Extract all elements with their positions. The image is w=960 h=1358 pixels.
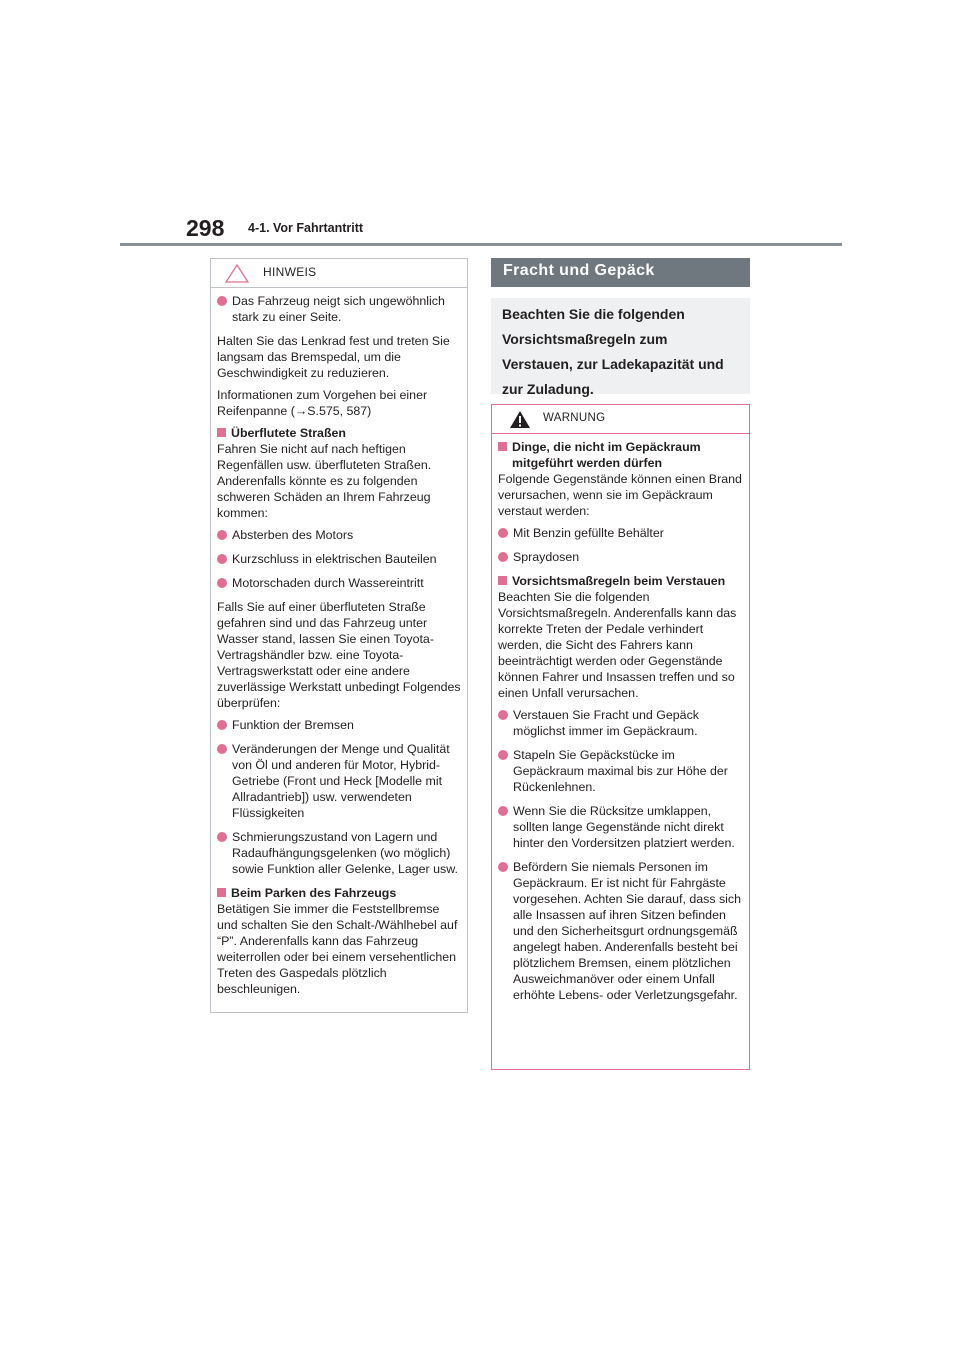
bullet-item [498, 707, 743, 739]
bullet-text: Spraydosen [513, 550, 580, 564]
page-number: 298 [186, 215, 225, 241]
paragraph: Halten Sie das Lenkrad fest und treten Sie langsam das Bremspedal, um die Geschwindigkeit zu reduzieren. [217, 334, 450, 380]
cargo-intro: Beachten Sie die folgenden Vorsichtsmaßregeln zum Verstauen, zur Ladekapazität und zur Zuladung. [502, 306, 724, 397]
bullet-dot-icon [217, 720, 227, 730]
bullet-item [498, 803, 743, 851]
bullet-text: Motorschaden durch Wassereintritt [232, 576, 424, 590]
warning-box [491, 404, 750, 1070]
bullet-dot-icon [498, 750, 508, 760]
bullet-dot-icon [217, 832, 227, 842]
bullet-dot-icon [498, 552, 508, 562]
square-marker-icon [498, 576, 507, 585]
bullet-dot-icon [217, 744, 227, 754]
bullet-dot-icon [498, 710, 508, 720]
bullet-text: Befördern Sie niemals Personen im Gepäckraum. Er ist nicht für Fahrgäste vorgesehen. Achten Sie darauf, dass sich alle Insassen auf ihren Sitzen befinden und den Sicherheitsgurt ordnungsgemäß angelegt haben. Anderenfalls besteht bei plötzlichem Bremsen, einem plötzlichen Ausweichmanöver oder einem Unfall erhöhte Lebens- oder Verletzungsgefahr. [513, 860, 741, 1002]
bullet-item [498, 525, 743, 541]
bullet-item [217, 717, 461, 733]
bullet-dot-icon [217, 554, 227, 564]
subheading-text: Beim Parken des Fahrzeugs [231, 886, 397, 900]
paragraph: Beachten Sie die folgenden Vorsichtsmaßregeln. Anderenfalls kann das korrekte Treten der Pedale verhindert werden, die Sicht des Fahrers kann beeinträchtigt werden oder Gegenstände können Fahrer und Insassen treffen und so einen Unfall verursachen. [498, 590, 737, 700]
warning-label: WARNUNG [543, 412, 606, 424]
bullet-text: Funktion der Bremsen [232, 718, 354, 732]
subheading-text: Dinge, die nicht im Gepäckraum mitgeführt werden dürfen [512, 440, 701, 470]
paragraph: Betätigen Sie immer die Feststellbremse und schalten Sie den Schalt-/Wählhebel auf “P”. Anderenfalls kann das Fahrzeug weiterrollen oder bei einem versehentlichen Treten des Gaspedals plötzlich beschleunigen. [217, 902, 458, 996]
section-title: 4-1. Vor Fahrtantritt [248, 221, 364, 235]
bullet-item [498, 747, 743, 795]
subheading [217, 885, 461, 901]
paragraph: Fahren Sie nicht auf nach heftigen Regenfällen usw. überfluteten Straßen. Anderenfalls könnte es zu folgenden schweren Schäden an Ihrem Fahrzeug kommen: [217, 442, 432, 520]
bullet-item [217, 741, 461, 821]
warning-content [492, 434, 749, 1003]
bullet-text: Schmierungszustand von Lagern und Radaufhängungsgelenken (wo möglich) sowie Funktion aller Gelenke, Lager usw. [232, 830, 458, 876]
cargo-title: Fracht und Gepäck [503, 262, 655, 279]
bullet-item [217, 527, 461, 543]
bullet-dot-icon [217, 530, 227, 540]
bullet-text: Wenn Sie die Rücksitze umklappen, sollten lange Gegenstände nicht direkt hinter den Vordersitzen platziert werden. [513, 804, 735, 850]
bullet-text: Veränderungen der Menge und Qualität von Öl und anderen für Motor, Hybrid-Getriebe (Front und Heck [Modelle mit Allradantrieb]) usw. verwendeten Flüssigkeiten [232, 742, 450, 820]
bullet-item [217, 829, 461, 877]
bullet-item [217, 575, 461, 591]
header-rule [120, 243, 842, 246]
notice-header [211, 259, 467, 288]
subheading-text: Vorsichtsmaßregeln beim Verstauen [512, 574, 726, 588]
bullet-dot-icon [498, 806, 508, 816]
square-marker-icon [217, 428, 226, 437]
notice-box [210, 258, 468, 1013]
warning-triangle-icon [509, 410, 531, 429]
notice-content [211, 288, 467, 997]
bullet-dot-icon [498, 528, 508, 538]
bullet-dot-icon [217, 578, 227, 588]
bullet-text: Das Fahrzeug neigt sich ungewöhnlich stark zu einer Seite. [232, 294, 445, 324]
notice-label: HINWEIS [263, 265, 317, 279]
subheading [498, 439, 743, 471]
bullet-text: Kurzschluss in elektrischen Bauteilen [232, 552, 437, 566]
bullet-dot-icon [217, 296, 227, 306]
bullet-item [498, 549, 743, 565]
square-marker-icon [217, 888, 226, 897]
caution-triangle-icon [225, 264, 249, 283]
paragraph: Informationen zum Vorgehen bei einer Reifenpanne (→S.575, 587) [217, 388, 428, 418]
bullet-text: Absterben des Motors [232, 528, 354, 542]
warning-header [492, 405, 749, 434]
bullet-text: Mit Benzin gefüllte Behälter [513, 526, 664, 540]
bullet-item [217, 293, 461, 325]
square-marker-icon [498, 442, 507, 451]
bullet-text: Verstauen Sie Fracht und Gepäck möglichst immer im Gepäckraum. [513, 708, 699, 738]
bullet-item [217, 551, 461, 567]
bullet-dot-icon [498, 862, 508, 872]
paragraph: Falls Sie auf einer überfluteten Straße gefahren sind und das Fahrzeug unter Wasser stand, lassen Sie einen Toyota-Vertragshändler bzw. eine Toyota-Vertragswerkstatt oder eine andere zuverlässige Werkstatt unbedingt Folgendes überprüfen: [217, 600, 461, 710]
cargo-intro-box [491, 298, 750, 397]
bullet-item [498, 859, 743, 1003]
subheading [217, 425, 461, 441]
cargo-title-bar [491, 258, 750, 287]
subheading-text: Überflutete Straßen [231, 426, 346, 440]
subheading [498, 573, 743, 589]
bullet-text: Stapeln Sie Gepäckstücke im Gepäckraum maximal bis zur Höhe der Rückenlehnen. [513, 748, 728, 794]
paragraph: Folgende Gegenstände können einen Brand verursachen, wenn sie im Gepäckraum verstaut werden: [498, 472, 742, 518]
